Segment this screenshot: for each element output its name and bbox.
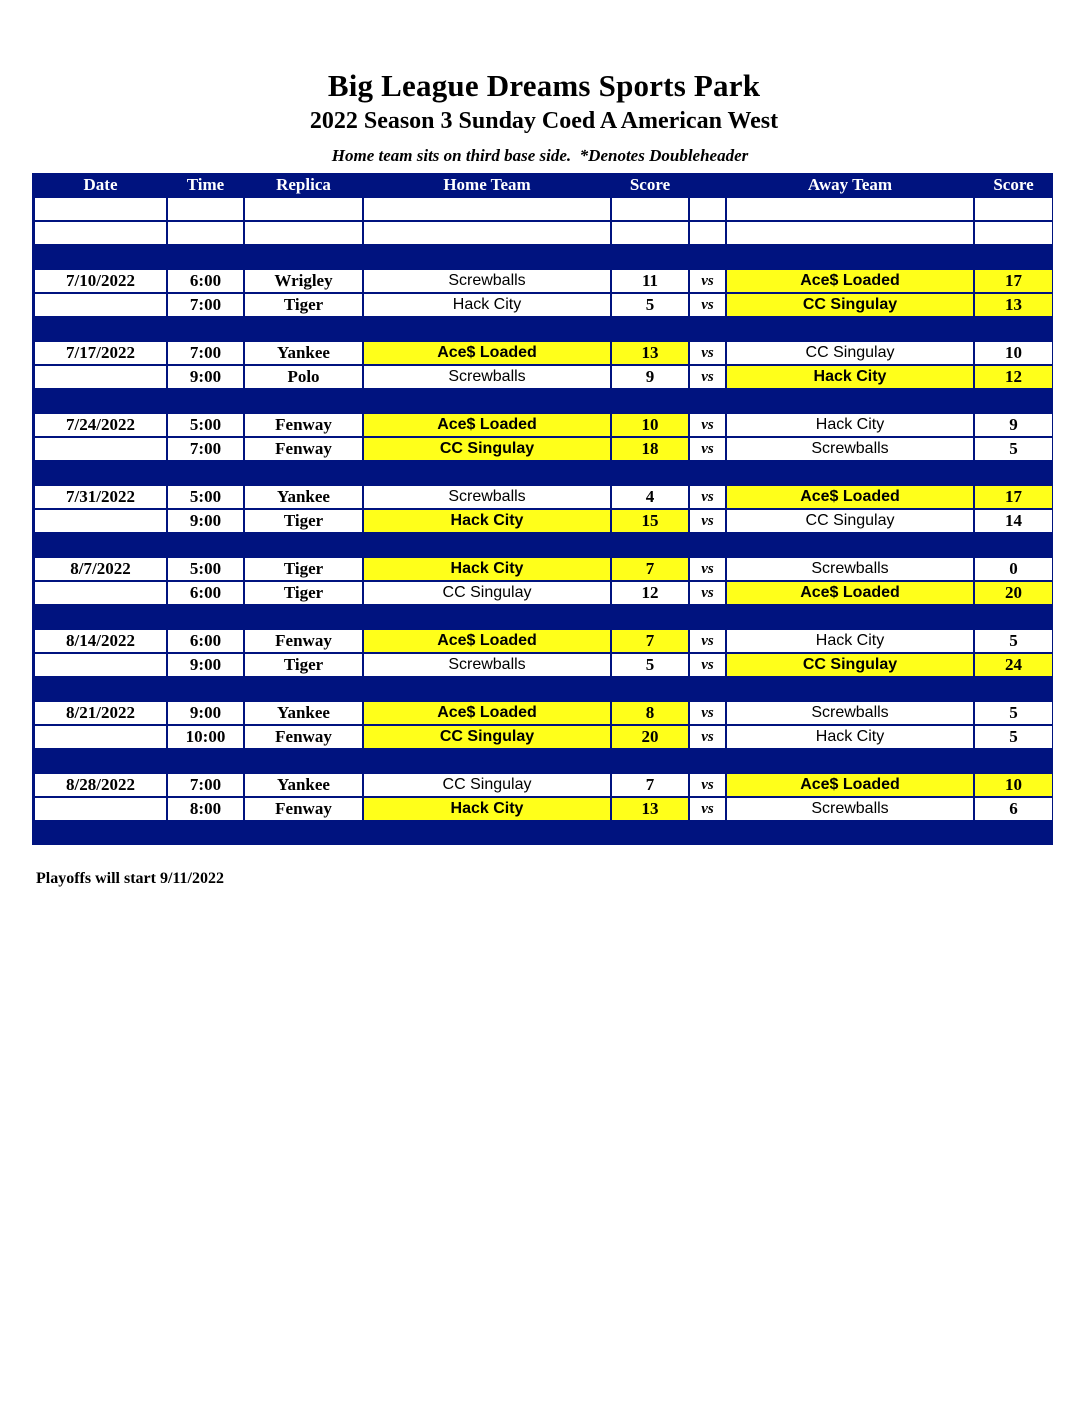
separator-row [33,604,1052,628]
away-team: Hack City [725,364,973,388]
vs-label: vs [688,724,725,748]
game-date: 7/10/2022 [33,268,166,292]
game-time: 5:00 [166,412,243,436]
away-score: 14 [973,508,1052,532]
game-replica-field: Fenway [243,628,362,652]
home-team: Ace$ Loaded [362,340,610,364]
col-header-time: Time [166,174,243,196]
away-team: CC Singulay [725,340,973,364]
vs-label: vs [688,772,725,796]
away-score: 17 [973,484,1052,508]
game-time: 8:00 [166,796,243,820]
vs-label: vs [688,628,725,652]
home-score: 20 [610,724,688,748]
game-time: 5:00 [166,556,243,580]
col-header-home-team: Home Team [362,174,610,196]
game-time: 7:00 [166,436,243,460]
home-score: 15 [610,508,688,532]
home-score: 13 [610,340,688,364]
col-header-replica: Replica [243,174,362,196]
home-score: 5 [610,652,688,676]
game-time: 5:00 [166,484,243,508]
game-date [33,436,166,460]
game-date: 7/24/2022 [33,412,166,436]
away-team: Ace$ Loaded [725,484,973,508]
game-row [33,772,1052,796]
col-header-home-score: Score [610,174,688,196]
game-row [33,292,1052,316]
home-score: 8 [610,700,688,724]
vs-label: vs [688,484,725,508]
schedule-body [33,196,1052,844]
game-replica-field: Tiger [243,580,362,604]
game-date: 7/31/2022 [33,484,166,508]
home-team: Ace$ Loaded [362,412,610,436]
game-time: 9:00 [166,364,243,388]
away-score: 10 [973,772,1052,796]
separator-row [33,748,1052,772]
game-time: 7:00 [166,772,243,796]
away-score: 5 [973,628,1052,652]
away-score: 5 [973,724,1052,748]
home-score: 11 [610,268,688,292]
game-row [33,580,1052,604]
game-row [33,340,1052,364]
game-replica-field: Tiger [243,508,362,532]
game-time: 7:00 [166,292,243,316]
page-title: Big League Dreams Sports Park [327,68,761,103]
page-subtitle: 2022 Season 3 Sunday Coed A American West [309,108,779,134]
vs-label: vs [688,340,725,364]
away-team: CC Singulay [725,652,973,676]
playoffs-note: Playoffs will start 9/11/2022 [36,870,224,887]
separator-row [33,244,1052,268]
away-team: Screwballs [725,796,973,820]
home-score: 7 [610,556,688,580]
vs-label: vs [688,652,725,676]
vs-label: vs [688,556,725,580]
game-time: 6:00 [166,268,243,292]
home-score: 10 [610,412,688,436]
game-replica-field: Yankee [243,340,362,364]
home-score: 18 [610,436,688,460]
game-row [33,556,1052,580]
away-score: 17 [973,268,1052,292]
separator-row [33,676,1052,700]
game-time: 9:00 [166,700,243,724]
game-row [33,796,1052,820]
vs-label: vs [688,364,725,388]
away-team: Hack City [725,628,973,652]
away-score: 0 [973,556,1052,580]
away-score: 13 [973,292,1052,316]
game-time: 6:00 [166,580,243,604]
game-date [33,724,166,748]
vs-label: vs [688,580,725,604]
game-row [33,436,1052,460]
away-team: Ace$ Loaded [725,268,973,292]
game-time: 6:00 [166,628,243,652]
blank-row [33,196,1052,220]
game-row [33,700,1052,724]
game-date [33,652,166,676]
away-team: CC Singulay [725,292,973,316]
game-date: 8/14/2022 [33,628,166,652]
away-score: 20 [973,580,1052,604]
game-row [33,628,1052,652]
away-score: 5 [973,436,1052,460]
game-date [33,508,166,532]
home-team: Hack City [362,556,610,580]
game-date [33,292,166,316]
col-header-away-score: Score [973,174,1052,196]
vs-label: vs [688,436,725,460]
home-team: Screwballs [362,268,610,292]
game-time: 9:00 [166,508,243,532]
away-team: Screwballs [725,556,973,580]
col-header-away-team: Away Team [725,174,973,196]
game-replica-field: Fenway [243,412,362,436]
home-team: Screwballs [362,364,610,388]
game-replica-field: Fenway [243,436,362,460]
home-team: Screwballs [362,484,610,508]
away-score: 10 [973,340,1052,364]
home-score: 12 [610,580,688,604]
home-team: CC Singulay [362,724,610,748]
home-team: Ace$ Loaded [362,700,610,724]
game-replica-field: Yankee [243,700,362,724]
game-date [33,364,166,388]
game-date: 8/21/2022 [33,700,166,724]
game-row [33,364,1052,388]
away-score: 12 [973,364,1052,388]
game-replica-field: Fenway [243,796,362,820]
home-team: Ace$ Loaded [362,628,610,652]
game-replica-field: Polo [243,364,362,388]
away-team: Screwballs [725,436,973,460]
game-replica-field: Tiger [243,652,362,676]
separator-row [33,388,1052,412]
game-replica-field: Tiger [243,292,362,316]
game-replica-field: Fenway [243,724,362,748]
game-time: 7:00 [166,340,243,364]
separator-row [33,316,1052,340]
vs-label: vs [688,796,725,820]
home-team: Screwballs [362,652,610,676]
home-team: Hack City [362,796,610,820]
separator-row [33,460,1052,484]
game-date: 8/7/2022 [33,556,166,580]
game-replica-field: Wrigley [243,268,362,292]
home-score: 13 [610,796,688,820]
game-date: 7/17/2022 [33,340,166,364]
home-team: CC Singulay [362,580,610,604]
game-row [33,724,1052,748]
away-team: Hack City [725,412,973,436]
game-date: 8/28/2022 [33,772,166,796]
home-score: 9 [610,364,688,388]
home-team: Hack City [362,292,610,316]
away-team: Ace$ Loaded [725,580,973,604]
schedule-table [32,173,1053,845]
vs-label: vs [688,268,725,292]
game-replica-field: Yankee [243,484,362,508]
game-row [33,508,1052,532]
game-replica-field: Tiger [243,556,362,580]
separator-row [33,820,1052,844]
col-header-date: Date [33,174,166,196]
game-time: 10:00 [166,724,243,748]
away-score: 24 [973,652,1052,676]
game-time: 9:00 [166,652,243,676]
home-score: 4 [610,484,688,508]
away-team: Ace$ Loaded [725,772,973,796]
game-row [33,484,1052,508]
away-team: CC Singulay [725,508,973,532]
home-team: CC Singulay [362,772,610,796]
header-row [33,174,1052,196]
away-team: Screwballs [725,700,973,724]
away-score: 5 [973,700,1052,724]
vs-label: vs [688,292,725,316]
home-team: CC Singulay [362,436,610,460]
game-date [33,796,166,820]
away-score: 9 [973,412,1052,436]
separator-row [33,532,1052,556]
home-team-note: Home team sits on third base side. *Denotes Doubleheader [331,146,749,165]
game-date [33,580,166,604]
vs-label: vs [688,508,725,532]
home-score: 7 [610,772,688,796]
game-row [33,268,1052,292]
home-team: Hack City [362,508,610,532]
game-row [33,412,1052,436]
home-score: 7 [610,628,688,652]
away-team: Hack City [725,724,973,748]
vs-label: vs [688,700,725,724]
vs-label: vs [688,412,725,436]
blank-row [33,220,1052,244]
col-header-vs [688,174,725,196]
game-row [33,652,1052,676]
away-score: 6 [973,796,1052,820]
game-replica-field: Yankee [243,772,362,796]
home-score: 5 [610,292,688,316]
